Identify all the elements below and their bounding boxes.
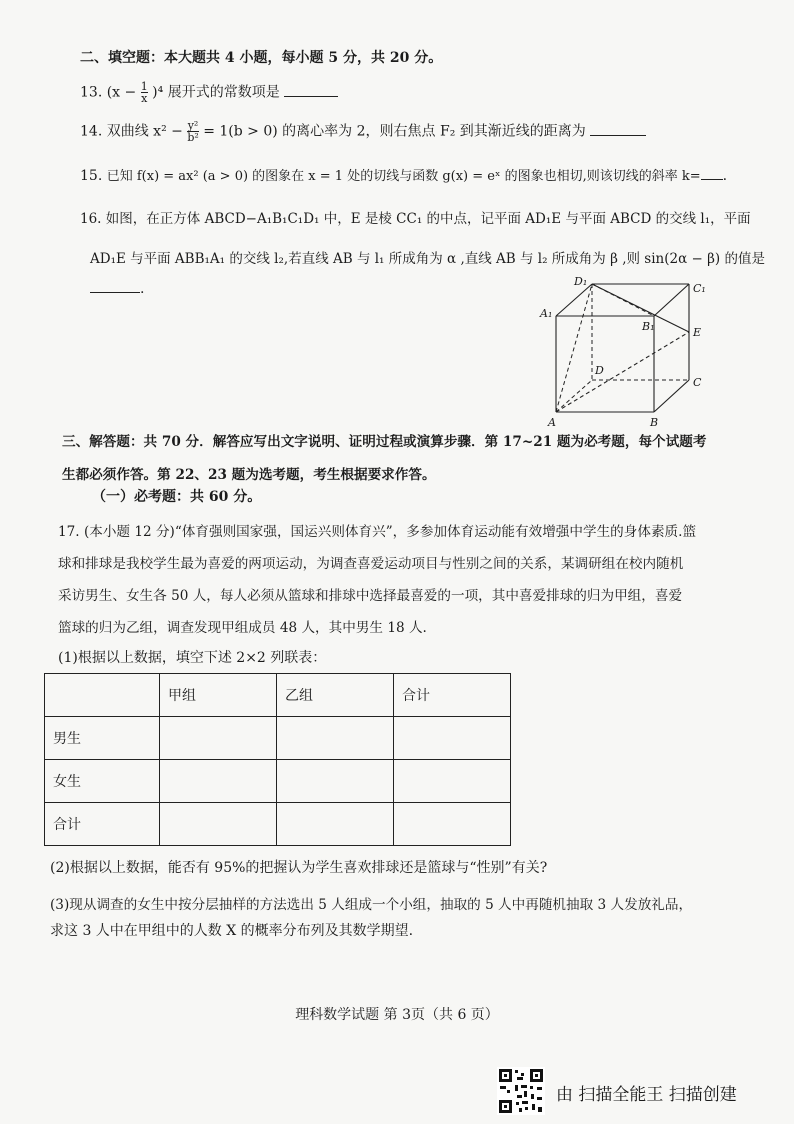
table-cell <box>394 803 511 846</box>
q13-expr-post: )⁴ <box>152 84 164 101</box>
page-footer: 理科数学试题 第 3页（共 6 页） <box>295 1007 499 1023</box>
question-13 <box>80 81 338 104</box>
table-cell <box>160 803 277 846</box>
q15-answer-blank <box>701 167 723 180</box>
table-cell <box>277 803 394 846</box>
section-3-heading-line2: 生都必须作答。第 22、23 题为选考题，考生根据要求作答。 <box>62 467 436 483</box>
q14-text-a: 双曲线 x² − <box>106 123 183 140</box>
label-A: A <box>548 416 556 429</box>
table-cell <box>160 760 277 803</box>
label-B: B <box>650 416 659 429</box>
q14-fraction <box>187 120 198 143</box>
q13-fraction <box>141 81 148 104</box>
edge-B1C1 <box>654 284 689 316</box>
q15-number: 15. <box>80 168 103 184</box>
q14-answer-blank <box>590 123 646 136</box>
table-cell <box>394 760 511 803</box>
q14-frac-den: b² <box>187 131 199 144</box>
contingency-table <box>44 673 511 846</box>
segment-AE <box>556 332 689 412</box>
q17-part1: (1)根据以上数据，填空下述 2×2 列联表： <box>58 650 327 666</box>
q13-number: 13. <box>80 84 103 101</box>
table-cell <box>394 717 511 760</box>
table-header-cell: 甲组 <box>160 674 277 717</box>
segment-D1B1 <box>592 284 654 316</box>
q17-line3: 采访男生、女生各 50 人，每人必须从篮球和排球中选择最喜爱的一项，其中喜爱排球的归为甲组，喜爱 <box>58 588 683 604</box>
q17-part2: (2)根据以上数据，能否有 95%的把握认为学生喜欢排球还是篮球与“性别”有关? <box>50 860 548 876</box>
table-cell: 合计 <box>45 803 160 846</box>
q17-line1: 17. (本小题 12 分)“体育强则国家强，国运兴则体育兴”，多参加体育运动能有效增强中学生的身体素质.篮 <box>58 524 697 540</box>
scanner-watermark: 由 扫描全能王 扫描创建 <box>556 1085 737 1105</box>
q17-line4: 篮球的归为乙组，调查发现甲组成员 48 人，其中男生 18 人. <box>58 620 427 636</box>
table-header-cell: 合计 <box>394 674 511 717</box>
question-16 <box>80 207 751 227</box>
label-C1: C₁ <box>693 282 706 295</box>
q17-part3-line2: 求这 3 人中在甲组中的人数 X 的概率分布列及其数学期望. <box>50 923 414 939</box>
qr-code-icon <box>497 1067 545 1115</box>
table-header-row <box>45 674 511 717</box>
edge-BC <box>654 380 689 412</box>
q16-tail: . <box>140 281 145 297</box>
segment-AD1 <box>556 284 592 412</box>
cube-figure <box>536 272 716 432</box>
section-3-sub: （一）必考题：共 60 分。 <box>92 489 262 505</box>
q16-line3 <box>90 280 144 297</box>
label-D: D <box>595 364 604 377</box>
label-D1: D₁ <box>574 275 588 288</box>
table-row <box>45 803 511 846</box>
table-header-cell <box>45 674 160 717</box>
label-E: E <box>693 326 702 339</box>
label-B1: B₁ <box>642 320 655 333</box>
q17-line2: 球和排球是我校学生最为喜爱的两项运动，为调查喜爱运动项目与性别之间的关系，某调研组在校内随机 <box>58 556 684 572</box>
q13-text: 展开式的常数项是 <box>167 84 280 101</box>
q17-part3-line1: (3)现从调查的女生中按分层抽样的方法选出 5 人组成一个小组，抽取的 5 人中再随机抽取 3 人发放礼品， <box>50 897 693 913</box>
label-A1: A₁ <box>540 307 553 320</box>
table-cell: 男生 <box>45 717 160 760</box>
q16-answer-blank <box>90 280 140 293</box>
label-C: C <box>693 376 702 389</box>
q14-frac-num: y² <box>187 119 199 132</box>
q16-number: 16. <box>80 211 102 227</box>
question-15 <box>80 165 727 184</box>
section-3-heading-line1: 三、解答题：共 70 分．解答应写出文字说明、证明过程或演算步骤．第 17~21 题为必考题，每个试题考 <box>62 434 707 450</box>
table-cell <box>160 717 277 760</box>
section-2-heading: 二、填空题：本大题共 4 小题，每小题 5 分，共 20 分。 <box>80 50 443 66</box>
q15-text: 已知 f(x) = ax² (a > 0) 的图象在 x = 1 处的切线与函数 g(x) = eˣ 的图象也相切,则该切线的斜率 k= <box>106 169 701 184</box>
edge-AD-hidden <box>556 380 592 412</box>
q14-text-b: = 1(b > 0) 的离心率为 2，则右焦点 F₂ 到其渐近线的距离为 <box>203 123 586 140</box>
edge-A1D1 <box>556 284 592 316</box>
table-header-cell: 乙组 <box>277 674 394 717</box>
q13-expr-pre: (x − <box>106 84 137 101</box>
table-row <box>45 717 511 760</box>
q16-line1: 如图，在正方体 ABCD−A₁B₁C₁D₁ 中，E 是棱 CC₁ 的中点，记平面 AD₁E 与平面 ABCD 的交线 l₁，平面 <box>105 211 751 227</box>
table-cell <box>277 717 394 760</box>
q13-frac-den: x <box>141 92 148 105</box>
q13-frac-num: 1 <box>140 80 148 93</box>
question-14 <box>80 120 646 143</box>
q14-number: 14. <box>80 123 103 140</box>
table-cell <box>277 760 394 803</box>
table-cell: 女生 <box>45 760 160 803</box>
table-row <box>45 760 511 803</box>
q13-answer-blank <box>284 84 338 97</box>
q15-tail: . <box>722 168 728 184</box>
q16-line2: AD₁E 与平面 ABB₁A₁ 的交线 l₂,若直线 AB 与 l₁ 所成角为 α ,直线 AB 与 l₂ 所成角为 β ,则 sin(2α − β) 的值是 <box>90 251 765 267</box>
